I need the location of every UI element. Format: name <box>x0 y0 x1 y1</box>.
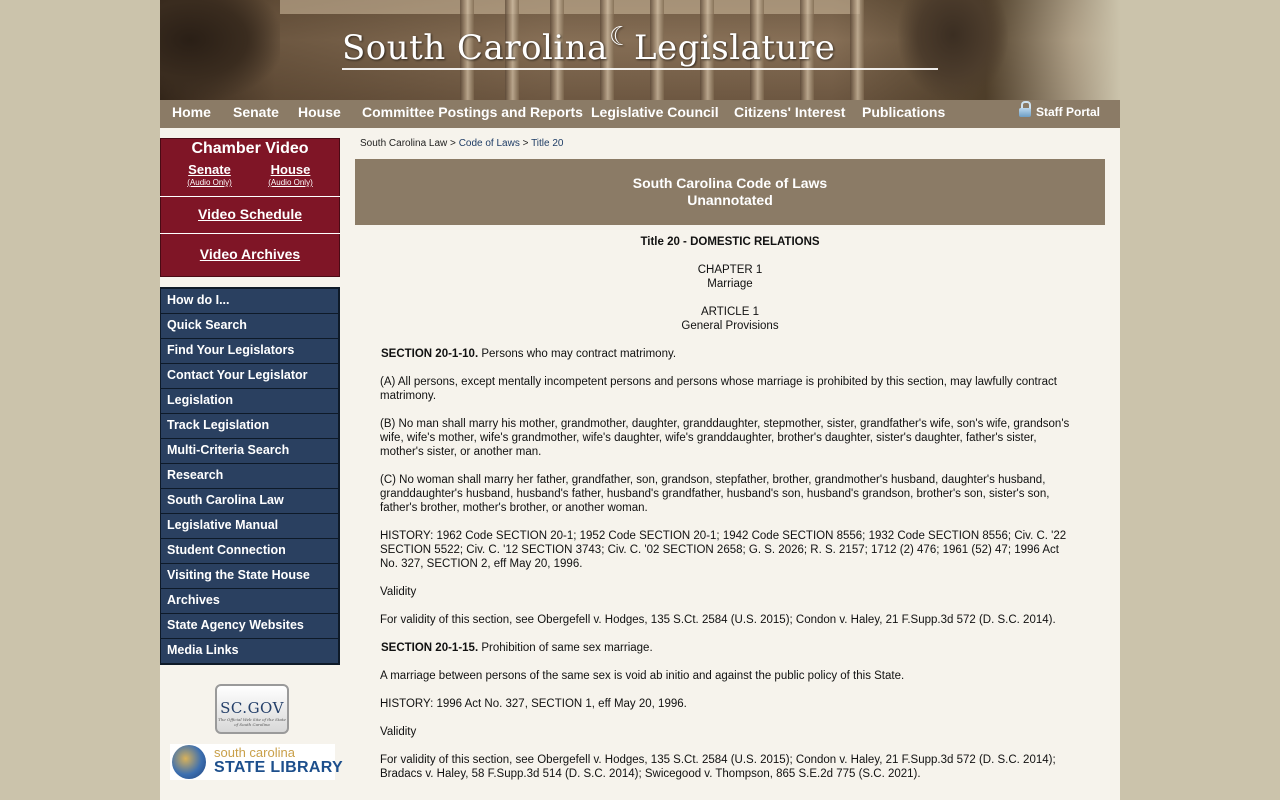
sidebar-item-contact-your-legislator[interactable]: Contact Your Legislator <box>161 364 338 389</box>
nav-senate[interactable]: Senate <box>233 104 279 120</box>
nav-legislative-council[interactable]: Legislative Council <box>591 104 719 120</box>
scgov-logo-link[interactable] <box>215 684 289 734</box>
breadcrumb-separator: > <box>519 138 532 149</box>
section-paragraph: A marriage between persons of the same sex is void ab initio and against the public policy of this State. <box>380 670 905 682</box>
staff-portal-link[interactable] <box>1019 100 1100 128</box>
validity-label: Validity <box>380 726 417 738</box>
chamber-video-title: Chamber Video <box>191 140 309 157</box>
scgov-logo-subtitle: The Official Web Site of the State of South Carolina <box>218 717 286 727</box>
top-nav <box>160 100 1120 128</box>
nav-publications[interactable]: Publications <box>862 104 946 120</box>
house-video-link[interactable] <box>268 162 312 196</box>
section-number: SECTION 20-1-15. <box>381 642 479 654</box>
state-library-logo-link[interactable] <box>170 744 343 780</box>
banner-column <box>850 0 864 100</box>
sidebar-item-archives[interactable]: Archives <box>161 589 338 614</box>
section-number: SECTION 20-1-10. <box>381 348 479 360</box>
video-schedule-link[interactable]: Video Schedule <box>198 206 302 222</box>
sidebar-item-how-do-i[interactable]: How do I... <box>161 289 338 314</box>
section-paragraph: (B) No man shall marry his mother, grandmother, daughter, granddaughter, stepmother, sister, grandfather's wife, son's wife, grandson's wife, wife's mother, wife's grandmother, wife's daughter, wife's granddaughter, brother's daughter, sister's daughter, father's sister, mother's sister, or another man. <box>380 418 1070 458</box>
chapter-name: Marriage <box>707 278 753 290</box>
breadcrumb-south-carolina-law[interactable]: South Carolina Law <box>360 138 448 149</box>
staff-portal-label: Staff Portal <box>1035 105 1100 119</box>
site-title-part1: South Carolina <box>342 28 608 68</box>
sidebar-item-visiting-the-state-house[interactable]: Visiting the State House <box>161 564 338 589</box>
banner-tree-image <box>160 0 280 100</box>
content-header-subtitle: Unannotated <box>687 192 773 208</box>
title-heading: Title 20 - DOMESTIC RELATIONS <box>640 236 820 248</box>
sidebar-item-track-legislation[interactable]: Track Legislation <box>161 414 338 439</box>
breadcrumb <box>360 138 563 149</box>
page-wrapper <box>160 0 1120 800</box>
sidebar-item-student-connection[interactable]: Student Connection <box>161 539 338 564</box>
scgov-logo-text: SC.GOV <box>220 699 284 717</box>
breadcrumb-current: Title 20 <box>531 138 564 149</box>
site-title-link[interactable] <box>342 22 836 68</box>
nav-home[interactable]: Home <box>172 104 211 120</box>
section-heading <box>381 641 1080 655</box>
section-history: HISTORY: 1996 Act No. 327, SECTION 1, eff May 20, 1996. <box>380 698 687 710</box>
state-library-line1: south carolina <box>214 745 295 760</box>
article-label: ARTICLE 1 <box>701 306 759 318</box>
content-header <box>355 159 1105 225</box>
section-history: HISTORY: 1962 Code SECTION 20-1; 1952 Code SECTION 20-1; 1942 Code SECTION 8556; 1932 Code SECTION 8556; Civ. C. '22 SECTION 5522; Civ. C. '12 SECTION 3743; Civ. C. '02 SECTION 2658; G. S. 2026; R. S. 2157; 1712 (2) 476; 1961 (52) 47; 1996 Act No. 327, SECTION 2, eff May 20, 1996. <box>380 530 1067 570</box>
breadcrumb-code-of-laws[interactable]: Code of Laws <box>458 138 520 149</box>
section-paragraph: (C) No woman shall marry her father, grandfather, son, grandson, stepfather, brother, grandmother's husband, daughter's husband, granddaughter's husband, husband's father, husband's grandfather, husband's son, husband's grandson, brother's son, sister's son, father's brother, mother's brother, or another woman. <box>380 474 1050 514</box>
sidebar-item-multi-criteria-search[interactable]: Multi-Criteria Search <box>161 439 338 464</box>
validity-note: For validity of this section, see Obergefell v. Hodges, 135 S.Ct. 2584 (U.S. 2015); Condon v. Haley, 21 F.Supp.3d 572 (D. S.C. 2014). <box>380 614 1056 626</box>
sidebar-item-find-your-legislators[interactable]: Find Your Legislators <box>161 339 338 364</box>
content-header-title: South Carolina Code of Laws <box>632 175 828 191</box>
nav-citizens-interest[interactable]: Citizens' Interest <box>734 104 846 120</box>
banner-cornice <box>280 0 860 14</box>
sidebar-item-south-carolina-law[interactable]: South Carolina Law <box>161 489 338 514</box>
site-title-part2: Legislature <box>633 28 836 68</box>
lock-icon <box>1019 105 1031 117</box>
validity-label: Validity <box>380 586 417 598</box>
sidebar-item-legislation[interactable]: Legislation <box>161 389 338 414</box>
breadcrumb-separator: > <box>447 138 459 149</box>
banner-palm-image <box>898 0 1008 100</box>
title-underline <box>342 68 938 70</box>
sidebar-menu <box>160 287 340 665</box>
chapter-label: CHAPTER 1 <box>697 264 763 276</box>
header-banner <box>160 0 1120 100</box>
sidebar <box>160 138 343 776</box>
section-title: Persons who may contract matrimony. <box>478 348 677 360</box>
validity-note: For validity of this section, see Obergefell v. Hodges, 135 S.Ct. 2584 (U.S. 2015); Condon v. Haley, 21 F.Supp.3d 572 (D. S.C. 2014); Bradacs v. Haley, 58 F.Supp.3d 514 (D. S.C. 2014); Swicegood v. Thompson, 865 S.E.2d 775 (S.C. 2021). <box>380 754 1056 780</box>
sidebar-item-research[interactable]: Research <box>161 464 338 489</box>
sidebar-item-media-links[interactable]: Media Links <box>161 639 338 663</box>
section-paragraph: (A) All persons, except mentally incompetent persons and persons whose marriage is prohibited by this section, may lawfully contract matrimony. <box>380 376 1057 402</box>
section-title: Prohibition of same sex marriage. <box>478 642 653 654</box>
nav-house[interactable]: House <box>298 104 341 120</box>
senate-audio-only: (Audio Only) <box>187 178 232 187</box>
chamber-video-box <box>160 138 340 277</box>
section-heading <box>381 347 1080 361</box>
house-video-label: House <box>270 162 311 177</box>
chamber-video-links <box>161 160 339 196</box>
palmetto-moon-icon: ☾ <box>609 22 633 52</box>
sidebar-item-quick-search[interactable]: Quick Search <box>161 314 338 339</box>
video-archives-link[interactable]: Video Archives <box>199 246 301 262</box>
senate-video-link[interactable] <box>187 162 231 196</box>
state-library-line2: STATE LIBRARY <box>214 759 343 776</box>
lion-logo-icon <box>172 745 206 779</box>
sidebar-item-state-agency-websites[interactable]: State Agency Websites <box>161 614 338 639</box>
house-audio-only: (Audio Only) <box>268 178 313 187</box>
senate-video-label: Senate <box>188 162 231 177</box>
nav-committee-postings[interactable]: Committee Postings and Reports <box>362 104 583 120</box>
code-document <box>355 235 1105 781</box>
sidebar-item-legislative-manual[interactable]: Legislative Manual <box>161 514 338 539</box>
article-name: General Provisions <box>681 320 779 332</box>
